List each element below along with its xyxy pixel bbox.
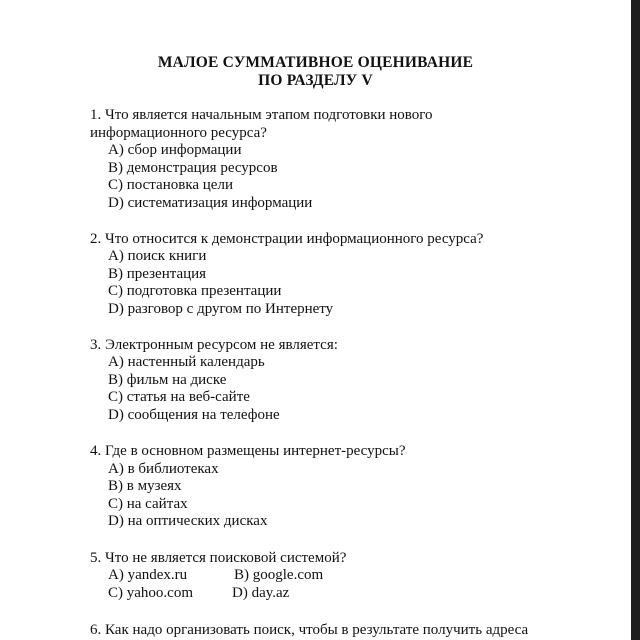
- question-3-option-d: D) сообщения на телефоне: [108, 406, 280, 423]
- question-4-option-a: A) в библиотеках: [108, 460, 219, 477]
- question-2-text: 2. Что относится к демонстрации информационного ресурса?: [90, 230, 484, 247]
- question-1-option-d: D) систематизация информации: [108, 195, 313, 211]
- dark-frame-edge: [631, 0, 640, 640]
- question-3-option-c: C) статья на веб-сайте: [108, 389, 250, 406]
- question-5-option-a: A) yandex.ru: [108, 567, 188, 584]
- question-6-text: 6. Как надо организовать поиск, чтобы в результате получить адреса: [90, 621, 529, 638]
- question-2-option-d: D) разговор с другом по Интернету: [108, 300, 334, 317]
- document-title-line-1: МАЛОЕ СУММАТИВНОЕ ОЦЕНИВАНИЕ: [157, 54, 474, 71]
- question-2-option-b: B) презентация: [108, 265, 207, 282]
- question-3-option-a: A) настенный календарь: [108, 354, 265, 371]
- question-1-option-a: A) сбор информации: [108, 142, 242, 159]
- question-4-option-c: C) на сайтах: [108, 495, 188, 512]
- question-5-option-d: D) day.az: [232, 584, 290, 601]
- question-4-option-d: D) на оптических дисках: [108, 513, 268, 530]
- question-2-option-c: C) подготовка презентации: [108, 283, 282, 300]
- question-4-option-b: B) в музеях: [108, 478, 182, 495]
- question-2-option-a: A) поиск книги: [108, 248, 207, 265]
- question-3-option-b: B) фильм на диске: [108, 371, 227, 388]
- question-1-text-continued: информационного ресурса?: [90, 124, 267, 141]
- document-title-line-2: ПО РАЗДЕЛУ V: [258, 72, 373, 89]
- question-5-text: 5. Что не является поисковой системой?: [90, 549, 347, 566]
- question-1-option-c: C) постановка цели: [108, 177, 233, 194]
- question-1-text: 1. Что является начальным этапом подготовки нового: [90, 107, 433, 123]
- question-5-option-c: C) yahoo.com: [108, 584, 193, 601]
- question-5-option-b: B) google.com: [234, 567, 324, 584]
- question-1-option-b: B) демонстрация ресурсов: [108, 159, 278, 176]
- question-4-text: 4. Где в основном размещены интернет-ресурсы?: [90, 443, 406, 459]
- question-3-text: 3. Электронным ресурсом не является:: [90, 336, 338, 353]
